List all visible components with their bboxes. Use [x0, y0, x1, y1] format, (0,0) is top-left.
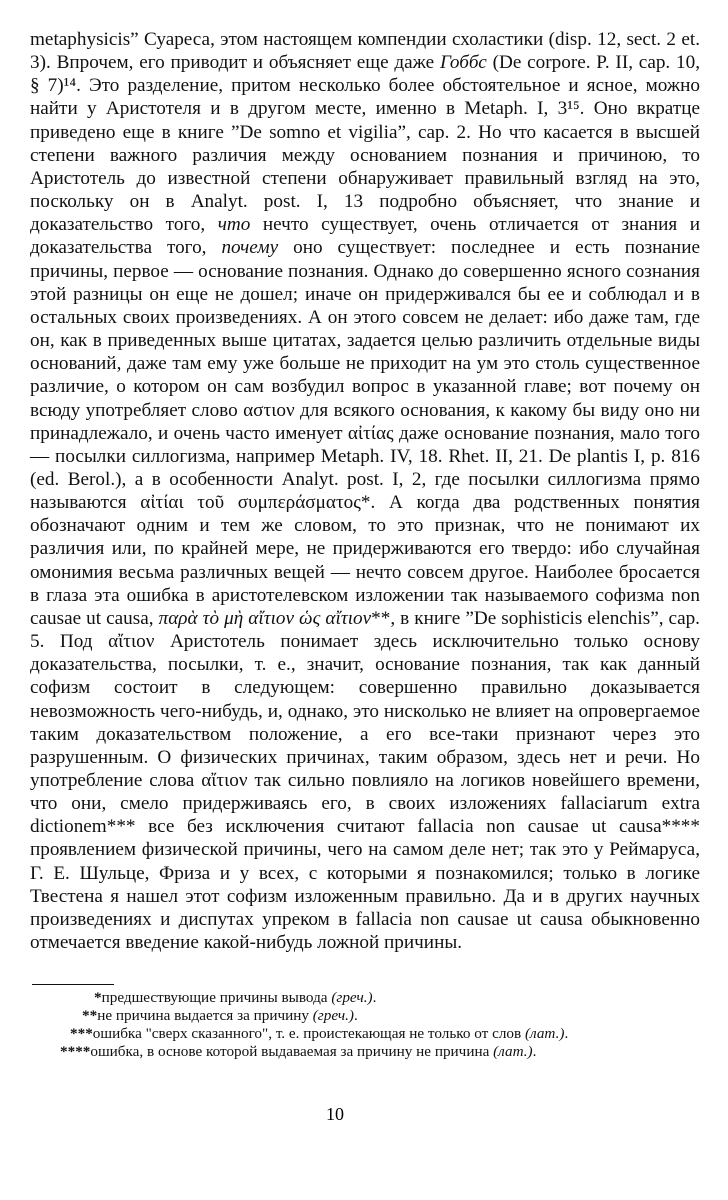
body-text-5: нечто существует, очень отличается от знания и доказательства того,: [30, 214, 700, 259]
body-text-6-italic: почему: [221, 237, 279, 259]
footnote-2: **не причина выдается за причину (греч.).: [82, 1007, 358, 1025]
footnote-divider: [32, 984, 114, 985]
footnote-1: *предшествующие причины вывода (греч.).: [94, 989, 377, 1007]
page-number: 10: [326, 1104, 344, 1124]
footnote-4: ****ошибка, в основе которой выдаваемая за причину не причина (лат.).: [60, 1043, 537, 1061]
document-page: [30, 28, 700, 1061]
body-text-8-italic: παρὰ τὸ μὴ αἴτιον ὡς αἴτιον: [158, 607, 372, 629]
footnote-3: ***ошибка "сверх сказанного", т. е. проистекающая не только от слов (лат.).: [70, 1025, 569, 1043]
body-text-1: metaphysicis” Суареса, этом настоящем компендии схоластики (disp. 12, sect. 2 et. 3). Впрочем, его приводит и объясняет еще даже: [30, 29, 700, 74]
body-text-3: (De corpore. P. II, cap. 10, § 7)¹⁴. Это разделение, притом несколько более обстоятельное и ясное, можно найти у Аристотеля и в другом месте, именно в Metaph. I, 3¹⁵. Оно вкратце приведено еще в книге ”De somno et vigilia”, cap. 2. Но что касается в высшей степени важного различия между основанием познания и причиною, то Аристотель до известной степени обнаруживает правильный взгляд на это, поскольку он в Analyt. post. I, 13 подробно объясняет, что знание и доказательство того,: [30, 52, 700, 236]
body-text-4-italic: что: [217, 214, 251, 236]
body-paragraph: [30, 28, 700, 954]
body-text-7: оно существует: последнее и есть познание причины, первое — основание познания. Однако до совершенно ясного сознания этой разницы он еще не дошел; иначе он придерживался бы ее и соблюдал и в остальных своих произведениях. А он этого совсем не делает: ибо даже там, где он, как в приведенных выше цитатах, задается целью различить отдельные виды оснований, даже там ему уже больше не приходит на ум это столь существенное различие, о котором он сам возбудил вопрос в указанной главе; вот почему он всюду употребляет слово αστιον для всякого основания, к какому бы виду оно ни принадлежало, и очень часто именует αἰτίας даже основание познания, мало того — посылки силлогизма, например Metaph. IV, 18. Rhet. II, 21. De plantis I, p. 816 (ed. Berol.), а в особенности Analyt. post. I, 2, где посылки силлогизма прямо называются αἰτίαι τοῦ συμπεράσματος*. А когда два родственных понятия обозначают одним и тем же словом, то это признак, что не понимают их различия или, по крайней мере, не придерживаются его твердо: ибо случайная омонимия весьма различных вещей — нечто совсем другое. Наиболее бросается в глаза эта ошибка в аристотелевском изложении так называемого софизма non causae ut causa,: [30, 237, 700, 629]
body-text-2-italic: Гоббс: [439, 52, 487, 74]
body-text-9: **, в книге ”De sophisticis elenchis”, cap. 5. Под αἴτιον Аристотель понимает здесь исключительно только основу доказательства, посылки, т. е., значит, основание познания, так как данный софизм состоит в следующем: совершенно правильно доказывается невозможность чего-нибудь, и, однако, это нисколько не влияет на опровергаемое таким доказательством положение, а его все-таки признают через это разрушенным. О физических причинах, таким образом, здесь нет и речи. Но употребление слова αἴτιον так сильно повлияло на логиков новейшего времени, что они, смело придерживаясь его, в своих изложениях fallaciarum extra dictionem*** все без исключения считают fallacia non causae ut causa**** проявлением физической причины, чего на самом деле нет; так это у Реймаруса, Г. Е. Шульце, Фриза и у всех, с которыми я познакомился; только в логике Твестена я нашел этот софизм изложенным правильно. Да и в других научных произведениях и диспутах упреком в fallacia non causae ut causa обыкновенно отмечается введение какой-нибудь ложной причины.: [30, 607, 700, 954]
